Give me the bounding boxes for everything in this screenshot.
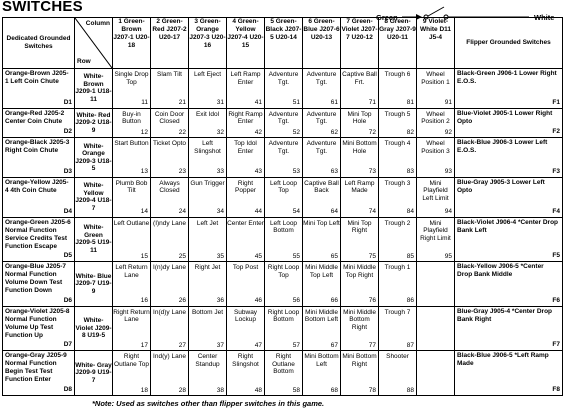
flipper-switch-cell — [455, 108, 563, 138]
row-header: White- Brown J209-1 U18-11 — [75, 69, 113, 109]
flipper-switch-label: Blue-Gray J905-4 *Center Drop Bank Right — [457, 307, 553, 323]
switch-cell — [341, 177, 379, 217]
switch-number: 63 — [330, 168, 338, 176]
switch-cell — [265, 306, 303, 351]
switch-cell — [265, 138, 303, 178]
switch-number: 51 — [292, 99, 300, 107]
flipper-switch-label: Blue-Violet J905-1 Lower Right Opto — [457, 109, 553, 125]
switch-cell — [265, 217, 303, 262]
switch-name: Mini Playfield Left Limit — [422, 179, 449, 202]
switch-number: 78 — [368, 386, 376, 394]
switch-cell — [265, 69, 303, 109]
switch-number: 17 — [140, 341, 148, 349]
switch-number: 14 — [140, 208, 148, 215]
switch-cell — [151, 69, 189, 109]
switch-cell — [113, 108, 151, 138]
dedicated-switch-label: Orange-Green J205-6 Normal Function Service Credits — [5, 218, 71, 242]
switch-number: 58 — [292, 386, 300, 394]
switch-cell — [379, 108, 417, 138]
switch-name: Subway Lockup — [233, 308, 258, 324]
column-row-corner — [75, 18, 113, 69]
switch-cell — [379, 138, 417, 178]
switch-number: 18 — [140, 386, 148, 394]
column-header: 8 Green- Gray J207-9 U20-11 — [379, 18, 417, 69]
switch-name: Left Jet — [196, 219, 219, 227]
switch-number: 38 — [216, 386, 224, 394]
switch-name: Trough 3 — [384, 179, 411, 187]
switch-cell — [417, 177, 455, 217]
dedicated-switch-label: Orange-Gray J205-9 Normal Function Begin Test — [5, 352, 67, 376]
switch-name: Exit Idol — [195, 110, 220, 118]
switch-name: Single Drop Top — [114, 71, 149, 86]
dedicated-switch-tag: D6 — [63, 296, 72, 304]
switch-cell — [303, 138, 341, 178]
switch-name: Center Standup — [195, 353, 220, 368]
footnote: *Note: Used as switches other than flipper switches in this game. — [92, 399, 325, 408]
dedicated-switch-cell — [3, 351, 75, 396]
switch-number: 25 — [178, 252, 186, 260]
switch-cell — [265, 351, 303, 396]
flipper-switch-tag: F6 — [552, 296, 560, 304]
switch-matrix-table — [2, 17, 563, 396]
switch-cell — [303, 69, 341, 109]
flipper-switch-cell — [455, 262, 563, 307]
switch-number: 42 — [254, 128, 262, 136]
switch-number: 22 — [178, 128, 186, 136]
switch-number: 33 — [216, 168, 224, 176]
dedicated-switch-cell — [3, 217, 75, 262]
dedicated-switch-label: Orange-Black J205-3 Right Coin Chute — [5, 139, 70, 155]
flipper-switch-cell — [455, 177, 563, 217]
dedicated-switch-cell — [3, 69, 75, 109]
switch-number: 88 — [406, 386, 414, 394]
switch-cell — [341, 351, 379, 396]
switch-name: Trough 1 — [384, 264, 411, 272]
switch-cell — [417, 351, 455, 396]
row-label: Row — [77, 58, 91, 65]
switch-cell — [227, 217, 265, 262]
row-header: White- Yellow J209-4 U18-7 — [75, 177, 113, 217]
switch-number: 87 — [406, 341, 414, 349]
row-header: White- Orange J209-3 U18-5 — [75, 138, 113, 178]
flipper-switch-label: Black-Violet J906-4 *Center Drop Bank Left — [457, 218, 559, 234]
switch-name: Left Loop Bottom — [269, 219, 298, 234]
switch-number: 23 — [178, 168, 186, 176]
switch-cell — [189, 262, 227, 307]
switch-number: 76 — [368, 297, 376, 305]
table-row — [3, 262, 563, 307]
switch-name: Right Outlane Bottom — [272, 353, 295, 376]
switch-number: 71 — [368, 99, 376, 107]
switch-cell — [151, 262, 189, 307]
switch-number: 45 — [254, 252, 262, 260]
flipper-switch-tag: F3 — [552, 167, 560, 175]
test-function-label: Test Function Escape — [5, 234, 68, 250]
switch-name: Mini Playfield Right Limit — [420, 219, 451, 242]
dedicated-switch-label: Orange-Violet J205-8 Normal Function Volume Up — [5, 307, 70, 331]
column-header: 1 Green- Brown J207-1 U20-18 — [113, 18, 151, 69]
switch-name: Mini Bottom Left — [304, 353, 339, 368]
switch-name: Right Loop Top — [267, 264, 300, 279]
switch-name: Mini Top Right — [347, 219, 372, 234]
flipper-switch-label: Black-Green J906-1 Lower Right E.O.S. — [457, 70, 557, 85]
switch-number: 62 — [330, 128, 338, 136]
dedicated-switch-tag: D5 — [63, 252, 72, 260]
dedicated-header: Dedicated Grounded Switches — [3, 18, 75, 69]
switch-cell — [227, 351, 265, 396]
switch-number: 21 — [178, 99, 186, 107]
switch-cell — [303, 262, 341, 307]
switch-number: 91 — [444, 99, 452, 107]
switch-name: Right Return Lane — [113, 308, 150, 324]
switch-cell — [113, 69, 151, 109]
column-header: 9 Violet- White D11 J5-4 — [417, 18, 455, 69]
switch-name: Left Slingshot — [194, 140, 221, 155]
switch-name: Trough 4 — [384, 140, 411, 148]
switch-name: Left Loop Top — [269, 179, 298, 195]
switch-number: 68 — [330, 386, 338, 394]
switch-number: 24 — [178, 208, 186, 215]
switch-cell — [189, 69, 227, 109]
switch-name: Gun Trigger — [190, 179, 225, 187]
switch-number: 54 — [292, 208, 300, 215]
switch-number: 43 — [254, 168, 262, 176]
switch-name: Left Eject — [193, 71, 222, 78]
switch-number: 12 — [140, 128, 148, 136]
dedicated-switch-tag: D1 — [63, 98, 72, 106]
column-header: 2 Green- Red J207-2 U20-17 — [151, 18, 189, 69]
switch-cell — [341, 262, 379, 307]
switch-cell — [417, 69, 455, 109]
switch-number: 83 — [406, 168, 414, 176]
switch-name: Wheel Position 3 — [421, 140, 450, 155]
column-header: 4 Green- Yellow J207-4 U20-15 — [227, 18, 265, 69]
switch-number: 52 — [292, 128, 300, 136]
switch-cell — [189, 177, 227, 217]
switch-number: 46 — [254, 297, 262, 305]
switch-cell — [227, 177, 265, 217]
switch-cell — [417, 108, 455, 138]
switch-cell — [417, 217, 455, 262]
dedicated-switch-label: Orange-Yellow J205-4 4th Coin Chute — [5, 178, 69, 194]
switch-name: Trough 2 — [384, 219, 411, 227]
switch-number: 64 — [330, 208, 338, 215]
switch-number: 47 — [254, 341, 262, 349]
switch-name: Trough 6 — [384, 71, 411, 78]
switch-cell — [303, 177, 341, 217]
white-label: White — [534, 13, 555, 22]
switch-name: Trough 5 — [384, 110, 411, 118]
switch-name: Mini Middle Bottom Right — [343, 308, 376, 331]
switch-cell — [341, 108, 379, 138]
flipper-switch-tag: F2 — [552, 128, 560, 136]
dedicated-switch-cell — [3, 108, 75, 138]
column-header: 7 Green- Violet J207-7 U20-12 — [341, 18, 379, 69]
flipper-switch-label: Black-Blue J906-3 Lower Left E.O.S. — [457, 139, 548, 155]
switch-number: 84 — [406, 208, 414, 215]
row-header: White- Gray J209-9 U19-7 — [75, 351, 113, 396]
switch-number: 85 — [406, 252, 414, 260]
flipper-switch-cell — [455, 69, 563, 109]
switch-cell — [113, 177, 151, 217]
switch-cell — [113, 262, 151, 307]
switch-cell — [303, 306, 341, 351]
switch-number: 95 — [444, 252, 452, 260]
switch-cell — [303, 351, 341, 396]
switch-name: Start Button — [114, 140, 149, 148]
switch-name: Mini Middle Top Left — [305, 264, 338, 279]
switch-name: Trough 7 — [384, 308, 411, 316]
switch-cell — [379, 69, 417, 109]
switch-cell — [379, 306, 417, 351]
switch-number: 16 — [140, 297, 148, 305]
table-row — [3, 69, 563, 109]
switch-cell — [227, 69, 265, 109]
dedicated-switch-cell — [3, 306, 75, 351]
switch-cell — [189, 217, 227, 262]
flipper-switch-label: Blue-Gray J905-3 Lower Left Opto — [457, 178, 545, 194]
switch-name: Adventure Tgt. — [268, 110, 299, 126]
flipper-switch-label: Black-Blue J906-5 *Left Ramp Made — [457, 352, 549, 368]
switch-number: 28 — [178, 386, 186, 394]
switch-cell — [227, 262, 265, 307]
switch-number: 26 — [178, 297, 186, 305]
switch-cell — [227, 306, 265, 351]
switch-cell — [189, 108, 227, 138]
switch-number: 35 — [216, 252, 224, 260]
dedicated-switch-tag: D3 — [63, 167, 72, 175]
switch-name: Adventure Tgt. — [268, 140, 299, 155]
switch-name: Top Post — [232, 264, 259, 272]
dedicated-switch-label: Orange-Blue J205-7 Normal Function Volume Down — [5, 263, 67, 287]
switch-number: 67 — [330, 341, 338, 349]
switch-name: Wheel Position 2 — [421, 110, 450, 126]
switch-cell — [113, 351, 151, 396]
green-label: Green — [376, 13, 398, 22]
row-header: White- Green J209-5 U19-11 — [75, 217, 113, 262]
switch-number: 77 — [368, 341, 376, 349]
switch-cell — [379, 262, 417, 307]
switch-number: 36 — [216, 297, 224, 305]
switch-number: 94 — [444, 208, 452, 215]
switch-name: Adventure Tgt. — [268, 71, 299, 86]
switch-name: Wheel Position 1 — [421, 71, 450, 86]
dedicated-switch-tag: D7 — [63, 341, 72, 349]
switch-number: 86 — [406, 297, 414, 305]
switch-name: Mini Top Hole — [347, 110, 372, 126]
switch-cell — [379, 217, 417, 262]
switch-number: 13 — [140, 168, 148, 176]
switch-name: Coin Door Closed — [154, 110, 185, 126]
flipper-switch-cell — [455, 351, 563, 396]
flipper-switch-tag: F4 — [552, 207, 560, 215]
dedicated-switch-cell — [3, 138, 75, 178]
flipper-switch-tag: F8 — [552, 386, 560, 393]
switch-number: 93 — [444, 168, 452, 176]
switch-name: Buy-in Button — [122, 110, 141, 126]
switch-number: 37 — [216, 341, 224, 349]
switch-cell — [341, 306, 379, 351]
table-row — [3, 138, 563, 178]
switch-cell — [303, 217, 341, 262]
flipper-switch-cell — [455, 138, 563, 178]
switch-name: Ticket Opto — [153, 140, 186, 148]
switch-name: Left Ramp Made — [344, 179, 375, 195]
switch-cell — [417, 306, 455, 351]
switch-cell — [151, 351, 189, 396]
table-row — [3, 217, 563, 262]
switch-number: 27 — [178, 341, 186, 349]
switch-number: 81 — [406, 99, 414, 107]
switch-name: Mini Middle Bottom Left — [304, 308, 339, 324]
switch-cell — [341, 138, 379, 178]
switch-name: Right Outlane Top — [114, 353, 149, 368]
switch-name: Mini Bottom Right — [342, 353, 377, 368]
table-row — [3, 108, 563, 138]
switch-cell — [113, 306, 151, 351]
switch-cell — [341, 217, 379, 262]
switch-name: Ind(y) Lane — [153, 353, 186, 361]
switch-cell — [189, 306, 227, 351]
table-row — [3, 306, 563, 351]
dedicated-switch-label: Orange-Brown J205-1 Left Coin Chute — [5, 70, 69, 85]
switch-number: 61 — [330, 99, 338, 107]
switch-number: 74 — [368, 208, 376, 215]
switch-name: Slam Tilt — [157, 71, 182, 78]
column-label: Column — [85, 20, 110, 27]
dedicated-switch-tag: D4 — [63, 207, 72, 215]
switch-name: Left Ramp Enter — [230, 71, 261, 86]
switch-cell — [151, 177, 189, 217]
switch-number: 15 — [140, 252, 148, 260]
table-row — [3, 177, 563, 217]
switch-cell — [265, 262, 303, 307]
switch-name: Captive Ball Back — [304, 179, 339, 195]
switch-name: In(d)y Lane — [153, 308, 186, 316]
test-function-label: Test Function Down — [5, 279, 63, 295]
switch-cell — [227, 108, 265, 138]
dedicated-switch-cell — [3, 177, 75, 217]
switch-number: 48 — [254, 386, 262, 394]
switch-name: Right Popper — [235, 179, 256, 195]
switch-name: Mini Top Left — [303, 219, 340, 227]
switch-number: 56 — [292, 297, 300, 305]
switch-number: 73 — [368, 168, 376, 176]
switch-name: Captive Ball Frt. — [342, 71, 377, 86]
dedicated-switch-tag: D2 — [63, 128, 72, 136]
column-header: 5 Green- Black J207-5 U20-14 — [265, 18, 303, 69]
switch-cell — [265, 108, 303, 138]
dedicated-switch-tag: D8 — [63, 386, 72, 393]
switch-cell — [417, 262, 455, 307]
switch-name: Center Enter — [227, 219, 264, 227]
switch-number: 34 — [216, 208, 224, 215]
switch-number: 55 — [292, 252, 300, 260]
switch-cell — [265, 177, 303, 217]
switch-number: 31 — [216, 99, 224, 107]
switch-cell — [189, 138, 227, 178]
switch-cell — [227, 138, 265, 178]
switch-cell — [303, 108, 341, 138]
switch-cell — [341, 69, 379, 109]
switch-number: 72 — [368, 128, 376, 136]
switch-number: 44 — [254, 208, 262, 215]
page-title: SWITCHES — [2, 0, 83, 15]
switch-number: 32 — [216, 128, 224, 136]
switch-name: Adventure Tgt. — [306, 71, 337, 86]
switch-name: Adventure Tgt. — [306, 110, 337, 126]
switch-name: Top Idol Enter — [234, 140, 257, 155]
flipper-header: Flipper Grounded Switches — [455, 18, 563, 69]
switch-name: (I)ndy Lane — [153, 219, 186, 227]
switch-name: Mini Bottom Hole — [342, 140, 377, 155]
flipper-switch-tag: F1 — [552, 98, 560, 106]
switch-number: 41 — [254, 99, 262, 107]
switch-cell — [417, 138, 455, 178]
switch-number: 82 — [406, 128, 414, 136]
switch-number: 57 — [292, 341, 300, 349]
switch-cell — [113, 217, 151, 262]
flipper-switch-tag: F5 — [552, 252, 560, 260]
dedicated-switch-cell — [3, 262, 75, 307]
switch-cell — [151, 306, 189, 351]
switch-name: Adventure Tgt. — [306, 140, 337, 155]
switch-cell — [379, 351, 417, 396]
column-header: 6 Green- Blue J207-6 U20-13 — [303, 18, 341, 69]
row-header: White- Blue J209-7 U19-9 — [75, 262, 113, 307]
flipper-switch-tag: F7 — [552, 341, 560, 349]
switch-number: 66 — [330, 297, 338, 305]
switch-cell — [189, 351, 227, 396]
flipper-switch-label: Black-Yellow J906-5 *Center Drop Bank Middle — [457, 263, 544, 279]
switch-name: I(n)dy Lane — [153, 264, 186, 272]
column-header: 3 Green- Orange J207-3 U20-16 — [189, 18, 227, 69]
switch-name: Shooter — [386, 353, 409, 361]
switch-cell — [379, 177, 417, 217]
switch-cell — [151, 217, 189, 262]
dedicated-switch-label: Orange-Red J205-2 Center Coin Chute — [5, 109, 65, 125]
switch-name: Bottom Jet — [191, 308, 224, 316]
switch-name: Always Closed — [159, 179, 180, 195]
switch-number: 92 — [444, 128, 452, 136]
row-header: White- Violet J209-8 U19-5 — [75, 306, 113, 351]
switch-number: 11 — [141, 99, 148, 107]
switch-name: Left Return Lane — [115, 264, 148, 279]
switch-name: Right Ramp Enter — [228, 110, 263, 126]
switch-cell — [113, 138, 151, 178]
switch-name: Right Loop Bottom — [267, 308, 300, 324]
test-function-label: Test Function Up — [5, 323, 54, 339]
header-row — [3, 18, 563, 69]
switch-name: Mini Middle Top Right — [343, 264, 376, 279]
flipper-switch-cell — [455, 306, 563, 351]
switch-name: Left Outlane — [113, 219, 150, 227]
switch-number: 53 — [292, 168, 300, 176]
switch-number: 75 — [368, 252, 376, 260]
table-row — [3, 351, 563, 396]
row-header: White- Red J209-2 U18-9 — [75, 108, 113, 138]
switch-cell — [151, 108, 189, 138]
switch-name: Plumb Bob Tilt — [115, 179, 148, 195]
switch-cell — [151, 138, 189, 178]
test-function-label: Test Function Enter — [5, 368, 53, 384]
flipper-switch-cell — [455, 217, 563, 262]
switch-name: Right Slingshot — [232, 353, 259, 368]
switch-number: 65 — [330, 252, 338, 260]
switch-name: Right Jet — [194, 264, 221, 272]
